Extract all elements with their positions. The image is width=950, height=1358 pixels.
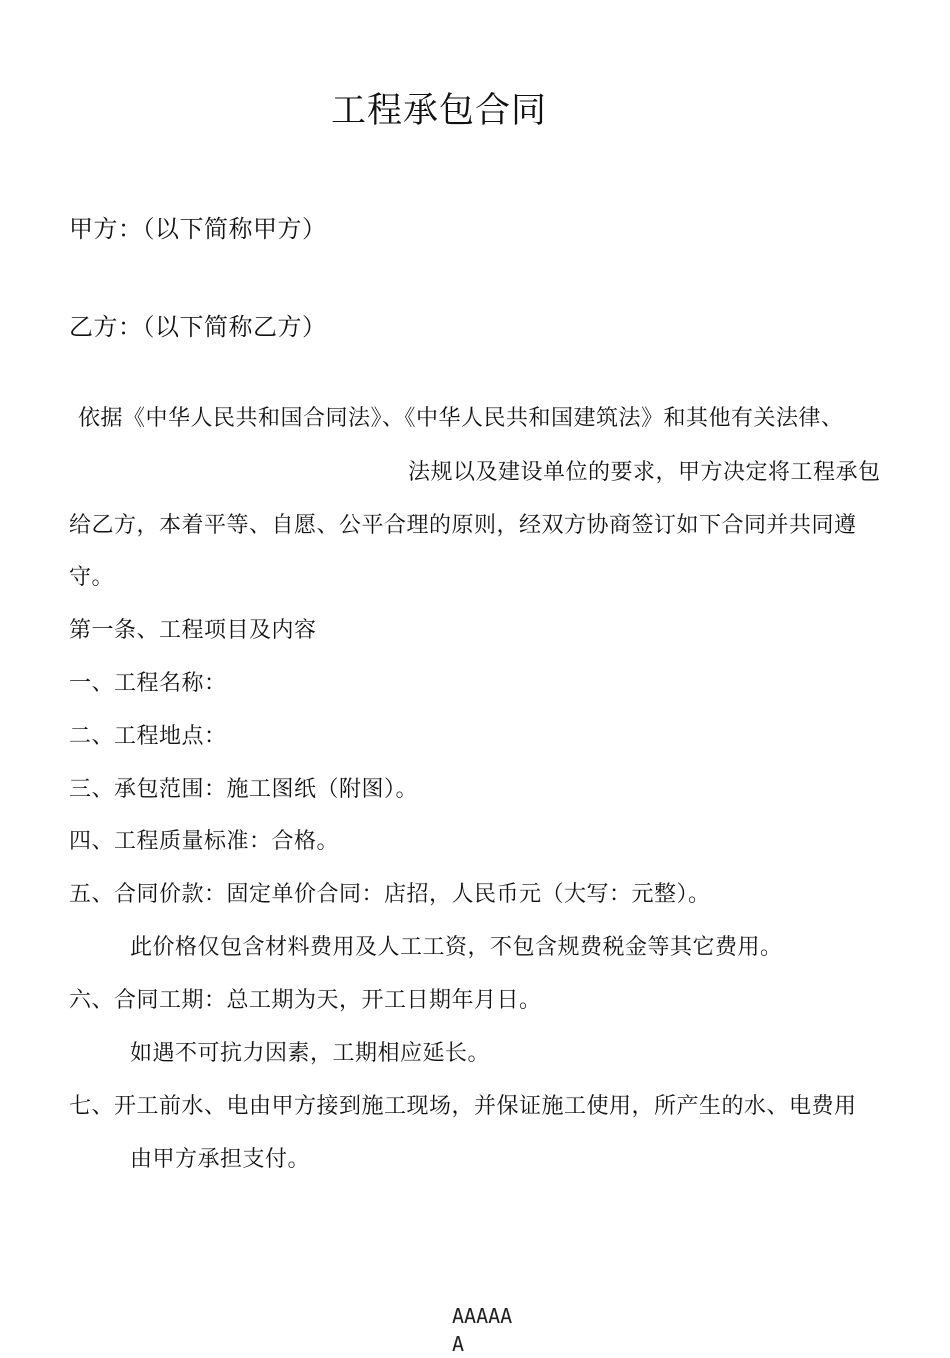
clause-duration: 六、合同工期：总工期为天，开工日期年月日。 xyxy=(69,988,542,1013)
clause-duration-note: 如遇不可抗力因素，工期相应延长。 xyxy=(130,1041,491,1066)
preamble-line-3: 给乙方，本着平等、自愿、公平合理的原则，经双方协商签订如下合同并共同遵 xyxy=(69,513,857,538)
clause-project-name: 一、工程名称： xyxy=(69,671,227,696)
clause-price: 五、合同价款：固定单价合同：店招，人民币元（大写：元整）。 xyxy=(69,882,711,907)
party-b-line: 乙方：（以下简称乙方） xyxy=(69,313,327,341)
preamble-line-1: 依据《中华人民共和国合同法》、《中华人民共和国建筑法》和其他有关法律、 xyxy=(78,406,844,431)
preamble-line-4: 守。 xyxy=(69,565,115,590)
clause-project-location: 二、工程地点： xyxy=(69,724,227,749)
clause-quality: 四、工程质量标准：合格。 xyxy=(69,829,340,854)
document-title: 工程承包合同 xyxy=(331,91,548,131)
footer-mark-line-2: A xyxy=(452,1332,465,1356)
footer-mark-line-1: AAAAA xyxy=(452,1304,513,1328)
article-heading: 第一条、工程项目及内容 xyxy=(69,618,317,643)
party-a-line: 甲方：（以下简称甲方） xyxy=(69,215,327,243)
preamble-line-2: 法规以及建设单位的要求，甲方决定将工程承包 xyxy=(408,460,881,485)
clause-utilities: 七、开工前水、电由甲方接到施工现场，并保证施工使用，所产生的水、电费用 xyxy=(69,1094,857,1119)
clause-scope: 三、承包范围：施工图纸（附图）。 xyxy=(69,777,419,802)
clause-utilities-cont: 由甲方承担支付。 xyxy=(130,1147,311,1172)
footer-mark xyxy=(452,1302,512,1358)
clause-price-note: 此价格仅包含材料费用及人工工资，不包含规费税金等其它费用。 xyxy=(130,935,783,960)
